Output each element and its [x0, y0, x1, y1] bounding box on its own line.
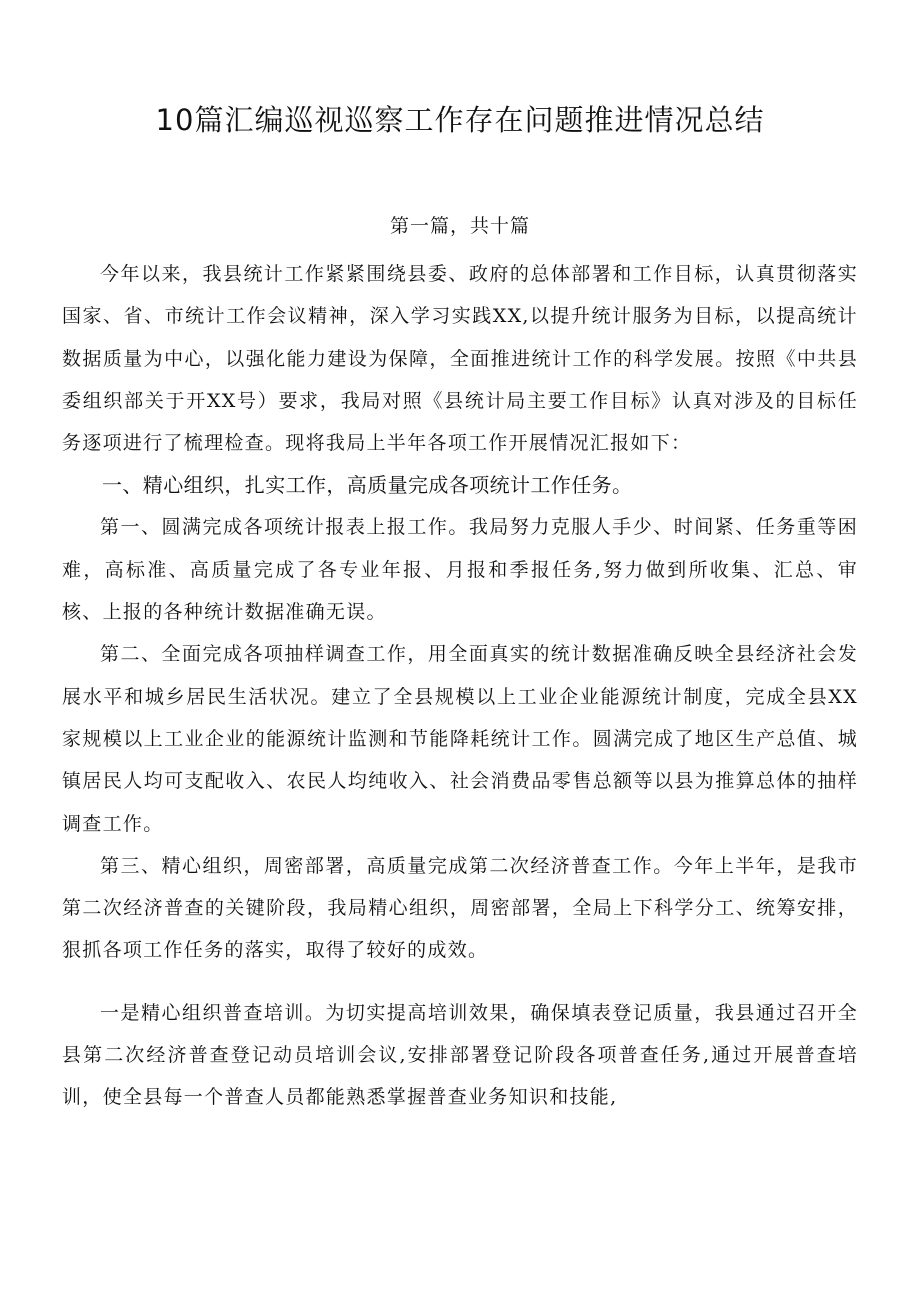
paragraph-second: 第二、全面完成各项抽样调查工作，用全面真实的统计数据准确反映全县经济社会发展水平和城乡居民生活状况。建立了全县规模以上工业企业能源统计制度，完成全县XX家规模以上工业企业的能源统计监测和节能降耗统计工作。圆满完成了地区生产总值、城镇居民人均可支配收入、农民人均纯收入、社会消费品零售总额等以县为推算总体的抽样调查工作。: [62, 643, 858, 835]
document-subtitle: 第一篇，共十篇: [389, 215, 530, 237]
document-title: 10篇汇编巡视巡察工作存在问题推进情况总结: [155, 103, 765, 137]
paragraph-training: 一是精心组织普查培训。为切实提高培训效果，确保填表登记质量，我县通过召开全县第二次经济普查登记动员培训会议,安排部署登记阶段各项普查任务,通过开展普查培训，使全县每一个普查人员都能熟悉掌握普查业务知识和技能,: [62, 1001, 858, 1109]
document-body: [62, 253, 858, 1119]
paragraph-first: 第一、圆满完成各项统计报表上报工作。我局努力克服人手少、时间紧、任务重等困难，高标准、高质量完成了各专业年报、月报和季报任务,努力做到所收集、汇总、审核、上报的各种统计数据准确无误。: [62, 516, 858, 624]
paragraph-third: 第三、精心组织，周密部署，高质量完成第二次经济普查工作。今年上半年，是我市第二次经济普查的关键阶段，我局精心组织，周密部署，全局上下科学分工、统筹安排，狠抓各项工作任务的落实，取得了较好的成效。: [62, 854, 858, 962]
section-heading-1: 一、精心组织，扎实工作，高质量完成各项统计工作任务。: [102, 473, 633, 498]
paragraph-intro: 今年以来，我县统计工作紧紧围绕县委、政府的总体部署和工作目标，认真贯彻落实国家、省、市统计工作会议精神，深入学习实践XX,以提升统计服务为目标，以提高统计数据质量为中心，以强化能力建设为保障，全面推进统计工作的科学发展。按照《中共县委组织部关于开XX号）要求，我局对照《县统计局主要工作目标》认真对涉及的目标任务逐项进行了梳理检查。现将我局上半年各项工作开展情况汇报如下：: [62, 263, 858, 455]
